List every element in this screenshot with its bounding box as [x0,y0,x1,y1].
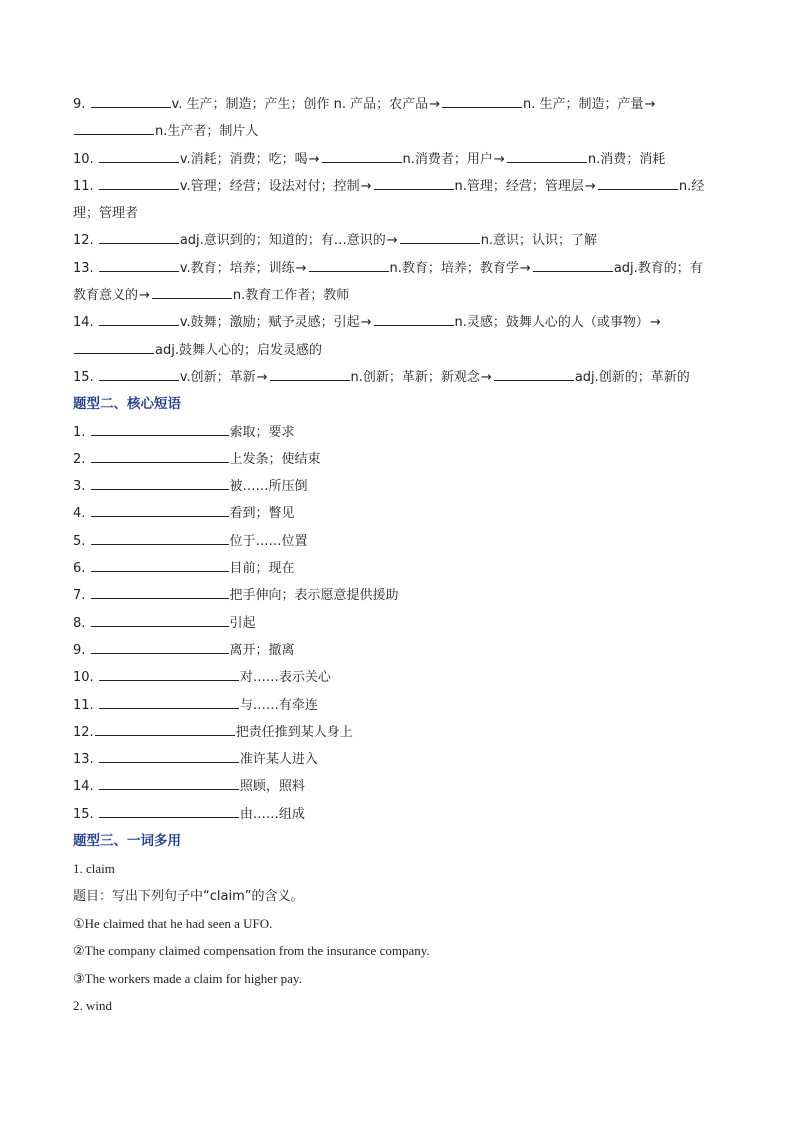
definition-text: adj.教育的；有 [613,260,703,276]
phrase-meaning: 上发条；使结束 [229,451,321,467]
definition-text: v.鼓舞；激励；赋予灵感；引起 [179,315,360,331]
word-wind: 2. wind [73,997,112,1013]
answer-blank[interactable] [91,613,229,627]
answer-blank[interactable] [99,367,179,381]
answer-blank[interactable] [99,258,179,272]
vocab-item-12 [73,227,723,254]
vocab-item-11-cont [73,200,723,227]
definition-text: v.消耗；消费；吃；喝 [179,151,308,167]
item-number: 2. [73,451,90,467]
answer-blank[interactable] [99,230,179,244]
definition-text: v. 生产；制造；产生；创作 n. 产品；农产品 [171,97,429,112]
answer-blank[interactable] [99,776,239,790]
arrow-icon: → [360,178,372,194]
vocab-item-9-cont [73,118,723,145]
item-number: 9. [73,97,90,112]
definition-text: n.教育工作者；教师 [232,288,350,304]
phrase-item [73,500,723,527]
item-number: 8. [73,615,90,631]
phrase-meaning: 离开；撤离 [229,642,295,658]
definition-text: n. 生产；制造；产量 [523,97,644,112]
vocab-item-10 [73,146,723,173]
arrow-icon: → [480,369,492,385]
phrase-meaning: 与……有牵连 [239,697,318,713]
arrow-icon: → [308,151,320,167]
question-prompt: 题目：写出下列句子中“claim”的含义。 [73,888,304,904]
item-number: 1. [73,424,90,440]
vocab-item-11 [73,173,723,200]
worksheet-content [73,91,723,1019]
answer-blank[interactable] [442,94,522,108]
definition-text: n.管理；经营；管理层 [454,178,584,194]
phrase-item [73,419,723,446]
answer-blank[interactable] [91,503,229,517]
definition-text: n.创新；革新；新观念 [350,369,480,385]
answer-blank[interactable] [400,230,480,244]
phrase-meaning: 引起 [229,615,256,631]
vocab-item-13-cont [73,282,723,309]
phrase-meaning: 把责任推到某人身上 [235,724,353,740]
item-number: 7. [73,588,90,604]
answer-blank[interactable] [91,585,229,599]
definition-text: n.生产者；制片人 [155,124,259,140]
answer-blank[interactable] [91,449,229,463]
item-number: 6. [73,561,90,577]
answer-blank[interactable] [99,312,179,326]
answer-blank[interactable] [99,695,239,709]
phrase-item [73,637,723,664]
arrow-icon: → [584,178,596,194]
phrase-item [73,582,723,609]
phrase-item [73,773,723,800]
item-number: 11. [73,178,98,194]
answer-blank[interactable] [374,312,454,326]
item-number: 10. [73,151,98,167]
answer-blank[interactable] [95,722,235,736]
answer-blank[interactable] [99,749,239,763]
word-claim: 1. claim [73,861,115,877]
answer-blank[interactable] [99,804,239,818]
item-number: 15. [73,806,98,822]
arrow-icon: → [256,369,268,385]
definition-text: 理；管理者 [73,206,139,222]
answer-blank[interactable] [322,149,402,163]
definition-text: adj.鼓舞人心的；启发灵感的 [155,342,322,358]
phrase-item [73,610,723,637]
answer-blank[interactable] [74,121,154,135]
phrase-meaning: 把手伸向；表示愿意提供援助 [229,588,399,604]
vocab-item-13 [73,255,723,282]
definition-text: n.经 [678,178,705,194]
definition-text: n.意识；认识；了解 [480,233,598,249]
phrase-meaning: 目前；现在 [229,561,295,577]
answer-blank[interactable] [494,367,574,381]
phrase-item [73,664,723,691]
example-sentence: ③The workers made a claim for higher pay. [73,970,302,986]
arrow-icon: → [429,97,441,112]
phrase-meaning: 索取；要求 [229,424,295,440]
answer-blank[interactable] [91,640,229,654]
arrow-icon: → [295,260,307,276]
phrase-item [73,746,723,773]
item-number: 12. [73,233,98,249]
phrase-item [73,719,723,746]
answer-blank[interactable] [152,285,232,299]
answer-blank[interactable] [99,176,179,190]
arrow-icon: → [139,288,150,304]
phrase-meaning: 位于……位置 [229,533,308,549]
definition-text: 教育意义的 [73,288,139,304]
arrow-icon: → [493,151,505,167]
definition-text: v.管理；经营；设法对付；控制 [179,178,360,194]
item-number: 9. [73,642,90,658]
item-number: 14. [73,779,98,795]
arrow-icon: → [386,233,398,249]
definition-text: v.创新；革新 [179,369,256,385]
vocab-item-14-cont [73,337,723,364]
phrase-meaning: 对……表示关心 [239,670,331,686]
example-sentence: ①He claimed that he had seen a UFO. [73,915,273,931]
answer-blank[interactable] [91,531,229,545]
answer-blank[interactable] [99,149,179,163]
item-number: 13. [73,260,98,276]
arrow-icon: → [644,97,656,112]
item-number: 12. [73,724,94,740]
answer-blank[interactable] [91,422,229,436]
definition-text: adj.创新的；革新的 [574,369,690,385]
vocab-item-14 [73,309,723,336]
example-sentence: ②The company claimed compensation from the insurance company. [73,943,430,959]
phrase-item [73,801,723,828]
answer-blank[interactable] [374,176,454,190]
phrase-meaning: 由……组成 [239,806,305,822]
definition-text: n.消费者；用户 [402,151,493,167]
phrase-meaning: 被……所压倒 [229,479,308,495]
answer-blank[interactable] [91,558,229,572]
item-number: 4. [73,506,90,522]
phrase-meaning: 准许某人进入 [239,752,318,768]
answer-blank[interactable] [74,340,154,354]
item-number: 11. [73,697,98,713]
answer-blank[interactable] [533,258,613,272]
arrow-icon: → [360,315,372,331]
phrase-item [73,473,723,500]
phrase-item [73,528,723,555]
definition-text: adj.意识到的；知道的；有…意识的 [179,233,386,249]
arrow-icon: → [519,260,531,276]
answer-blank[interactable] [91,476,229,490]
arrow-icon: → [649,315,661,331]
phrase-item [73,555,723,582]
item-number: 5. [73,533,90,549]
answer-blank[interactable] [99,667,239,681]
item-number: 3. [73,479,90,495]
section-heading-phrases: 题型二、核心短语 [73,396,181,413]
phrase-item [73,446,723,473]
item-number: 13. [73,752,98,768]
answer-blank[interactable] [91,94,171,108]
section-heading-polysemy: 题型三、一词多用 [73,833,181,850]
item-number: 15. [73,369,98,385]
answer-blank[interactable] [507,149,587,163]
definition-text: n.教育；培养；教育学 [389,260,519,276]
phrase-meaning: 看到；瞥见 [229,506,295,522]
answer-blank[interactable] [270,367,350,381]
phrase-item [73,692,723,719]
definition-text: v.教育；培养；训练 [179,260,295,276]
item-number: 14. [73,315,98,331]
vocab-item-9 [73,91,723,118]
item-number: 10. [73,670,98,686]
phrase-meaning: 照顾，照料 [239,779,305,795]
answer-blank[interactable] [309,258,389,272]
definition-text: n.灵感；鼓舞人心的人（或事物） [454,315,649,331]
answer-blank[interactable] [598,176,678,190]
definition-text: n.消费；消耗 [587,151,666,167]
vocab-item-15 [73,364,723,391]
